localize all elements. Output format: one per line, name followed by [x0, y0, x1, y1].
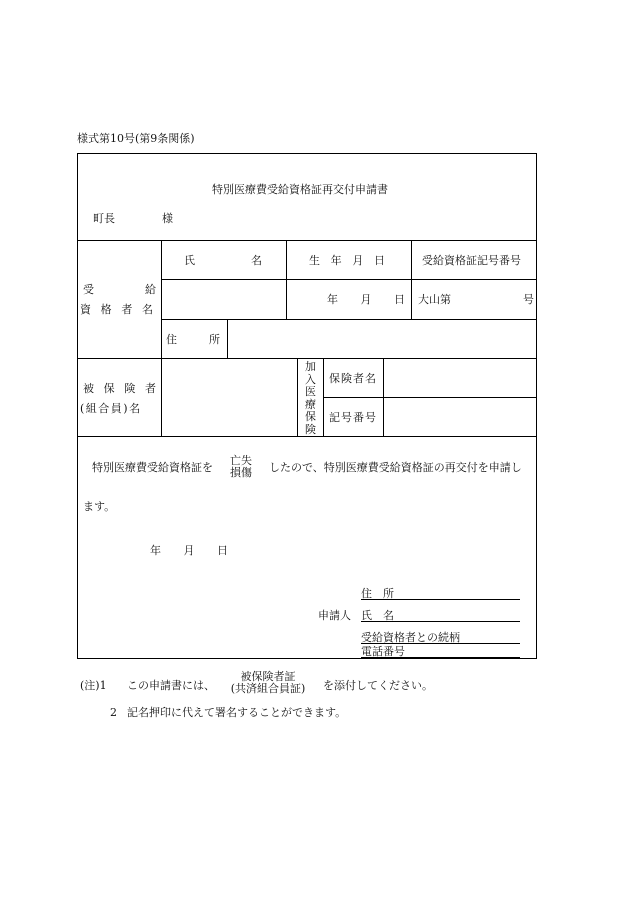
note1-option1: 被保険者証: [240, 670, 296, 683]
note1-prefix: この申請書には、: [127, 679, 215, 692]
form-title: 特別医療費受給資格証再交付申請書: [212, 183, 388, 196]
lost-or-damaged-options: [229, 455, 253, 479]
insurer-name-label: 保険者名: [329, 372, 377, 385]
option-lost: 亡失: [230, 454, 252, 467]
recipient-name-field[interactable]: [162, 280, 285, 318]
applicant-label: 申請人: [318, 609, 351, 622]
symbol-number-field[interactable]: [384, 398, 536, 435]
note2-number: 2: [110, 706, 117, 719]
insurer-name-field[interactable]: [384, 359, 536, 396]
statement-prefix: 特別医療費受給資格証を: [92, 461, 213, 474]
cert-prefix: 大山第: [418, 293, 451, 306]
insured-name-field[interactable]: [162, 359, 296, 435]
note-marker: (注)1: [80, 679, 107, 692]
statement-continuation: ます。: [83, 500, 116, 513]
option-damaged: 損傷: [230, 466, 252, 479]
note1-options: [228, 671, 308, 695]
recipient-label-line1: 受 給: [83, 283, 156, 296]
note2-text: 記名押印に代えて署名することができます。: [127, 706, 347, 719]
applicant-address-line[interactable]: 住 所: [361, 587, 520, 600]
cert-suffix: 号: [523, 293, 534, 306]
form-number: 様式第10号(第9条関係): [77, 132, 195, 145]
divider: [286, 240, 287, 319]
insurance-label-vertical: 加 入 医 療 保 険: [305, 360, 316, 436]
note1-suffix: を添付してください。: [323, 679, 433, 692]
addressee-chief: 町長: [93, 212, 115, 225]
dob-header: 生 年 月 日: [309, 254, 385, 267]
statement-suffix: したので、特別医療費受給資格証の再交付を申請し: [269, 461, 522, 474]
address-label: 住 所: [166, 333, 220, 346]
dob-value[interactable]: 年 月 日: [327, 293, 405, 306]
cert-number-header: 受給資格証記号番号: [422, 254, 521, 267]
note1-option2: (共済組合員証): [230, 682, 306, 695]
divider: [323, 358, 324, 436]
phone-number-line[interactable]: 電話番号: [361, 645, 520, 658]
applicant-name-line[interactable]: 氏 名: [361, 609, 520, 622]
recipient-label-line2: 資 格 者 名: [80, 303, 153, 316]
divider: [77, 240, 537, 241]
address-field[interactable]: [228, 320, 536, 357]
insured-label-line1: 被 保 険 者: [83, 382, 156, 395]
relationship-line[interactable]: 受給資格者との続柄: [361, 631, 520, 644]
addressee-honorific: 様: [162, 212, 173, 225]
application-date[interactable]: 年 月 日: [150, 544, 228, 557]
symbol-number-label: 記号番号: [329, 411, 377, 424]
name-header: 氏 名: [184, 254, 262, 267]
divider: [411, 240, 412, 319]
insured-label-line2: (組合員)名: [80, 402, 142, 415]
divider: [77, 436, 537, 437]
